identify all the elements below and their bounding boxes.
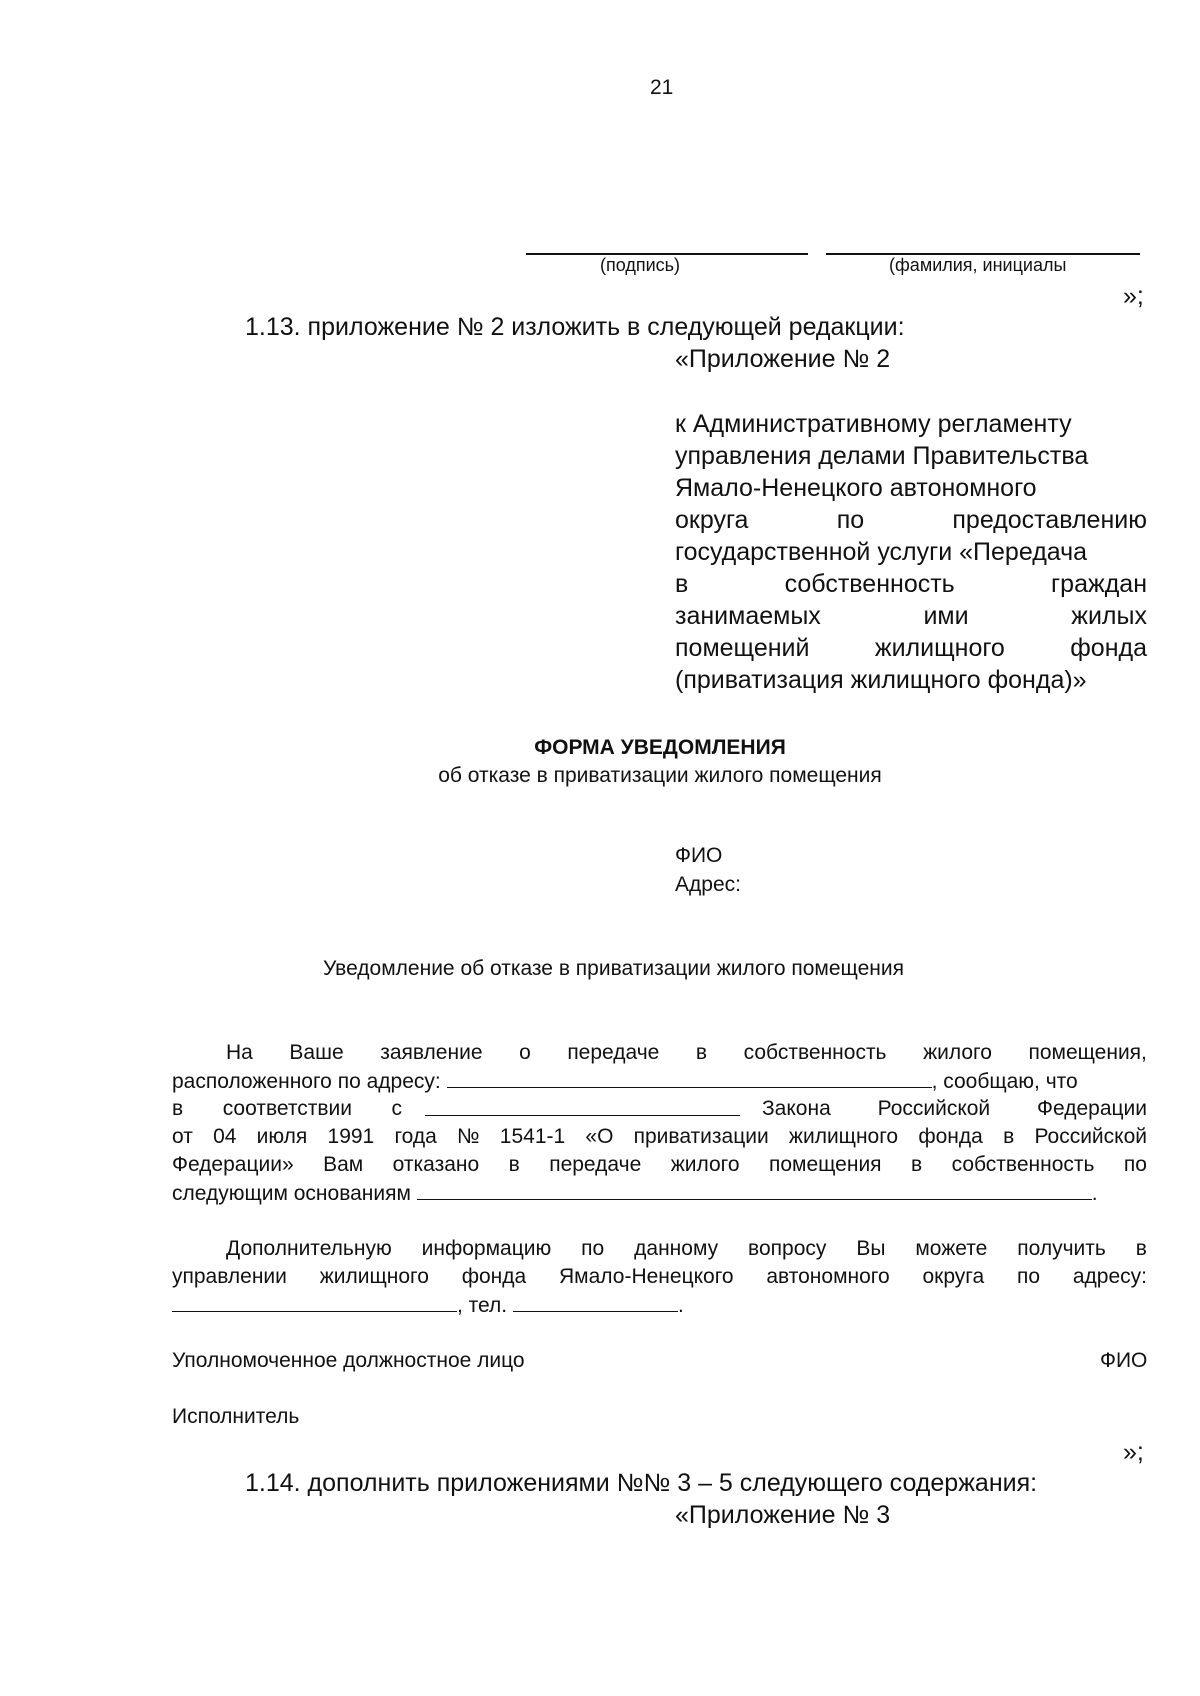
signatory-label: Уполномоченное должностное лицо <box>172 1349 525 1372</box>
appendix-ref-line: (приватизация жилищного фонда)» <box>675 666 1087 694</box>
body-line: от 04 июля 1991 года № 1541-1 «О приватизации жилищного фонда в Российской <box>172 1125 1147 1148</box>
grounds-blank <box>417 1179 1092 1200</box>
body-line: , тел. . <box>172 1291 684 1319</box>
appendix-2-title: «Приложение № 2 <box>675 345 891 373</box>
closing-quote: »; <box>1123 1438 1144 1466</box>
form-subtitle: об отказе в приватизации жилого помещения <box>438 764 882 787</box>
signatory-fio: ФИО <box>1100 1349 1148 1372</box>
appendix-ref-line: к Административному регламенту <box>675 410 1072 438</box>
phone-blank <box>513 1291 678 1312</box>
body-line: в соответствии с Закона Российской Федерации <box>172 1097 1147 1120</box>
item-1-13: 1.13. приложение № 2 изложить в следующей редакции: <box>245 313 905 341</box>
body-line: расположенного по адресу: , сообщаю, что <box>172 1067 1078 1095</box>
address-blank <box>447 1067 932 1088</box>
body-line: На Ваше заявление о передаче в собственность жилого помещения, <box>226 1041 1147 1064</box>
appendix-ref-line: Ямало-Ненецкого автономного <box>675 474 1037 502</box>
signature-caption: (подпись) <box>600 255 681 275</box>
recipient-fio: ФИО <box>675 844 723 867</box>
body-line: управлении жилищного фонда Ямало-Ненецкого автономного округа по адресу: <box>172 1265 1147 1288</box>
closing-quote: »; <box>1123 282 1144 310</box>
body-line: Федерации» Вам отказано в передаче жилого помещения в собственность по <box>172 1153 1147 1176</box>
body-line: следующим основаниям . <box>172 1179 1098 1207</box>
appendix-ref-line: в собственность граждан <box>675 570 1147 598</box>
executor-label: Исполнитель <box>172 1405 300 1428</box>
department-address-blank <box>172 1291 457 1312</box>
appendix-3-title: «Приложение № 3 <box>675 1501 891 1529</box>
item-1-14: 1.14. дополнить приложениями №№ 3 – 5 следующего содержания: <box>245 1469 1038 1497</box>
appendix-ref-line: помещений жилищного фонда <box>675 634 1147 662</box>
appendix-ref-line: государственной услуги «Передача <box>675 538 1088 566</box>
appendix-ref-line: округа по предоставлению <box>675 506 1147 534</box>
appendix-ref-line: занимаемых ими жилых <box>675 602 1147 630</box>
notice-heading: Уведомление об отказе в приватизации жилого помещения <box>323 957 904 980</box>
appendix-ref-line: управления делами Правительства <box>675 442 1089 470</box>
body-line: Дополнительную информацию по данному вопросу Вы можете получить в <box>226 1237 1147 1260</box>
form-title: ФОРМА УВЕДОМЛЕНИЯ <box>534 736 786 759</box>
basis-blank <box>425 1095 740 1116</box>
page-number: 21 <box>650 76 674 99</box>
recipient-address: Адрес: <box>675 873 741 896</box>
name-caption: (фамилия, инициалы <box>889 255 1067 275</box>
